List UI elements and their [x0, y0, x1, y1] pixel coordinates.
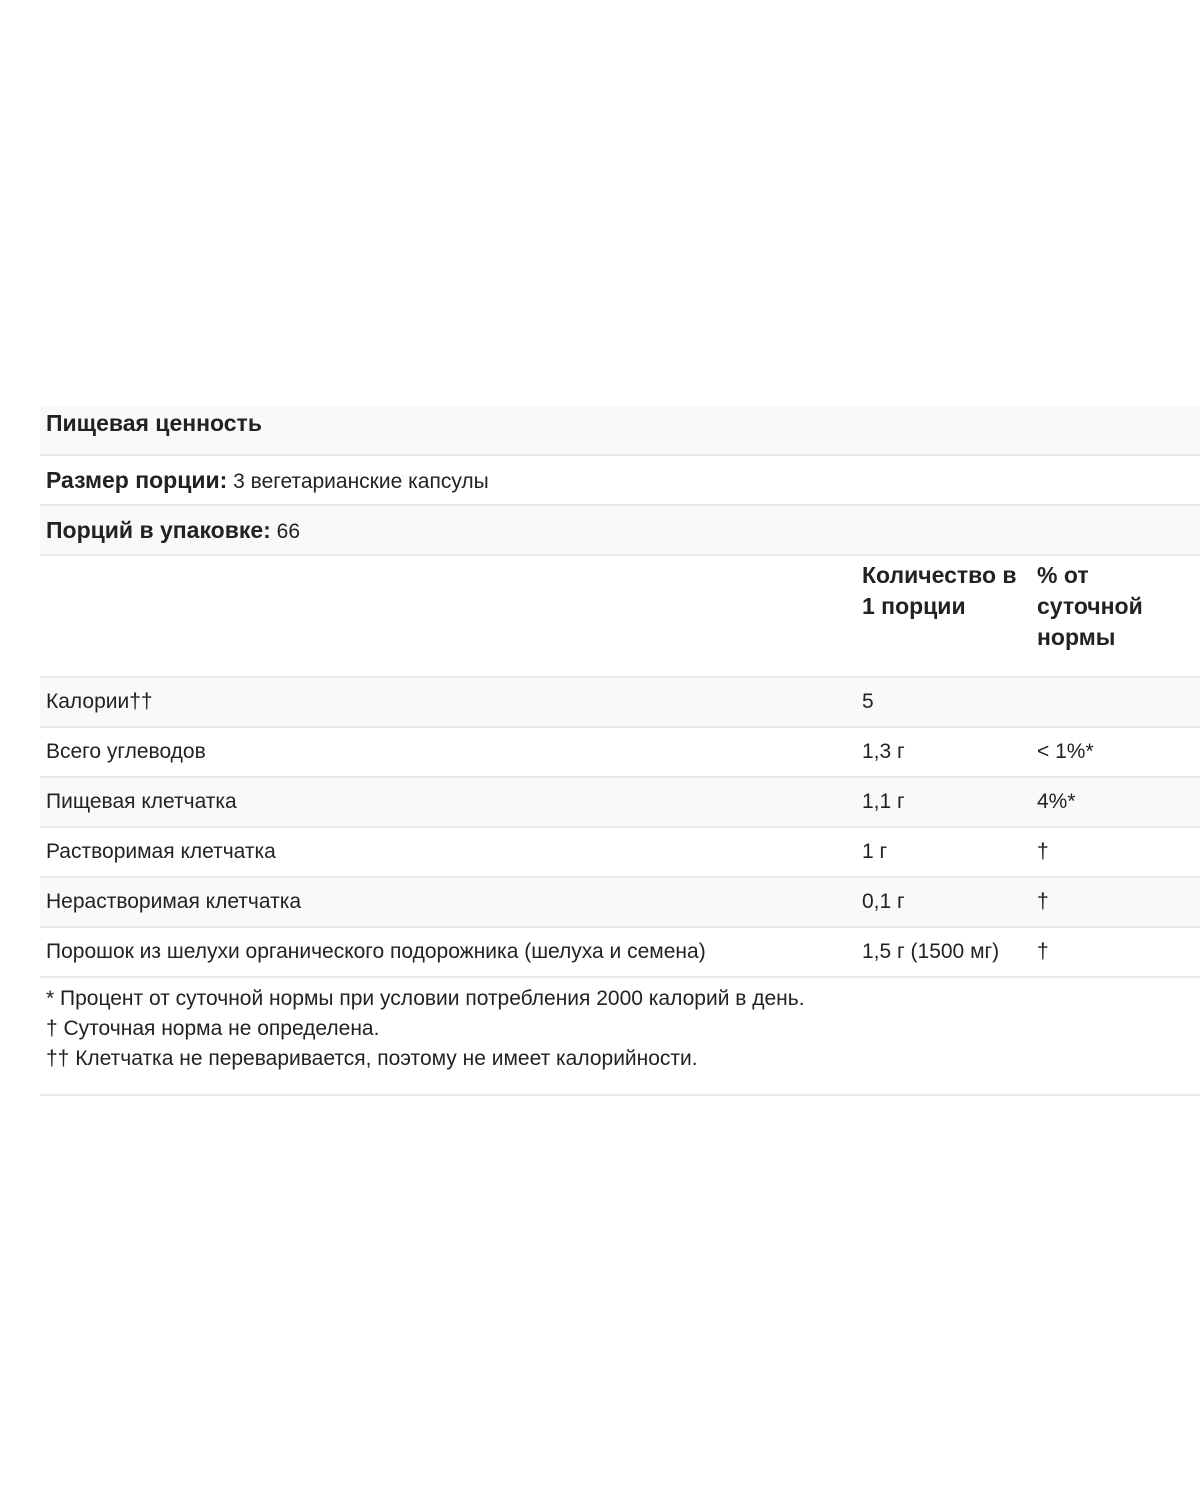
- table-row: [40, 828, 1200, 878]
- footnotes: [40, 978, 1200, 1096]
- column-header-row: [40, 556, 1200, 678]
- table-title: Пищевая ценность: [46, 410, 262, 436]
- nutrient-daily-value: 4%*: [1037, 790, 1076, 813]
- nutrient-amount: 5: [862, 690, 874, 713]
- nutrient-daily-value: †: [1037, 890, 1049, 913]
- servings-per-container-label: Порций в упаковке:: [46, 517, 271, 543]
- nutrient-name: Всего углеводов: [46, 740, 206, 763]
- table-row: [40, 878, 1200, 928]
- table-row: [40, 928, 1200, 978]
- nutrient-amount: 1,1 г: [862, 790, 905, 813]
- title-row: [40, 406, 1200, 456]
- amount-column-header: Количество в 1 порции: [862, 562, 1017, 619]
- nutrient-amount: 1,5 г (1500 мг): [862, 940, 1000, 963]
- nutrient-name: Нерастворимая клетчатка: [46, 890, 302, 913]
- nutrient-name: Калории††: [46, 690, 153, 713]
- footnote: †† Клетчатка не переваривается, поэтому не имеет калорийности.: [46, 1047, 698, 1070]
- footnote: † Суточная норма не определена.: [46, 1017, 380, 1040]
- servings-per-container: [46, 515, 300, 547]
- servings-per-container-row: [40, 506, 1200, 556]
- nutrient-amount: 1,3 г: [862, 740, 905, 763]
- nutrient-rows: [40, 678, 1200, 978]
- table-row: [40, 778, 1200, 828]
- serving-size-row: [40, 456, 1200, 506]
- nutrition-facts-table: [40, 406, 1200, 1096]
- nutrient-name: Порошок из шелухи органического подорожника (шелуха и семена): [46, 940, 706, 963]
- nutrient-name: Пищевая клетчатка: [46, 790, 237, 813]
- serving-size-label: Размер порции:: [46, 467, 228, 493]
- nutrient-amount: 0,1 г: [862, 890, 905, 913]
- table-row: [40, 678, 1200, 728]
- nutrient-amount: 1 г: [862, 840, 888, 863]
- nutrient-daily-value: †: [1037, 940, 1049, 963]
- daily-value-column-header: % от суточной нормы: [1037, 562, 1143, 650]
- table-row: [40, 728, 1200, 778]
- footnote: * Процент от суточной нормы при условии потребления 2000 калорий в день.: [46, 987, 805, 1010]
- serving-size: [46, 465, 489, 497]
- nutrient-daily-value: < 1%*: [1037, 740, 1094, 763]
- nutrient-name: Растворимая клетчатка: [46, 840, 276, 863]
- nutrient-daily-value: †: [1037, 840, 1049, 863]
- servings-per-container-value: 66: [276, 520, 301, 543]
- serving-size-value: 3 вегетарианские капсулы: [233, 470, 489, 493]
